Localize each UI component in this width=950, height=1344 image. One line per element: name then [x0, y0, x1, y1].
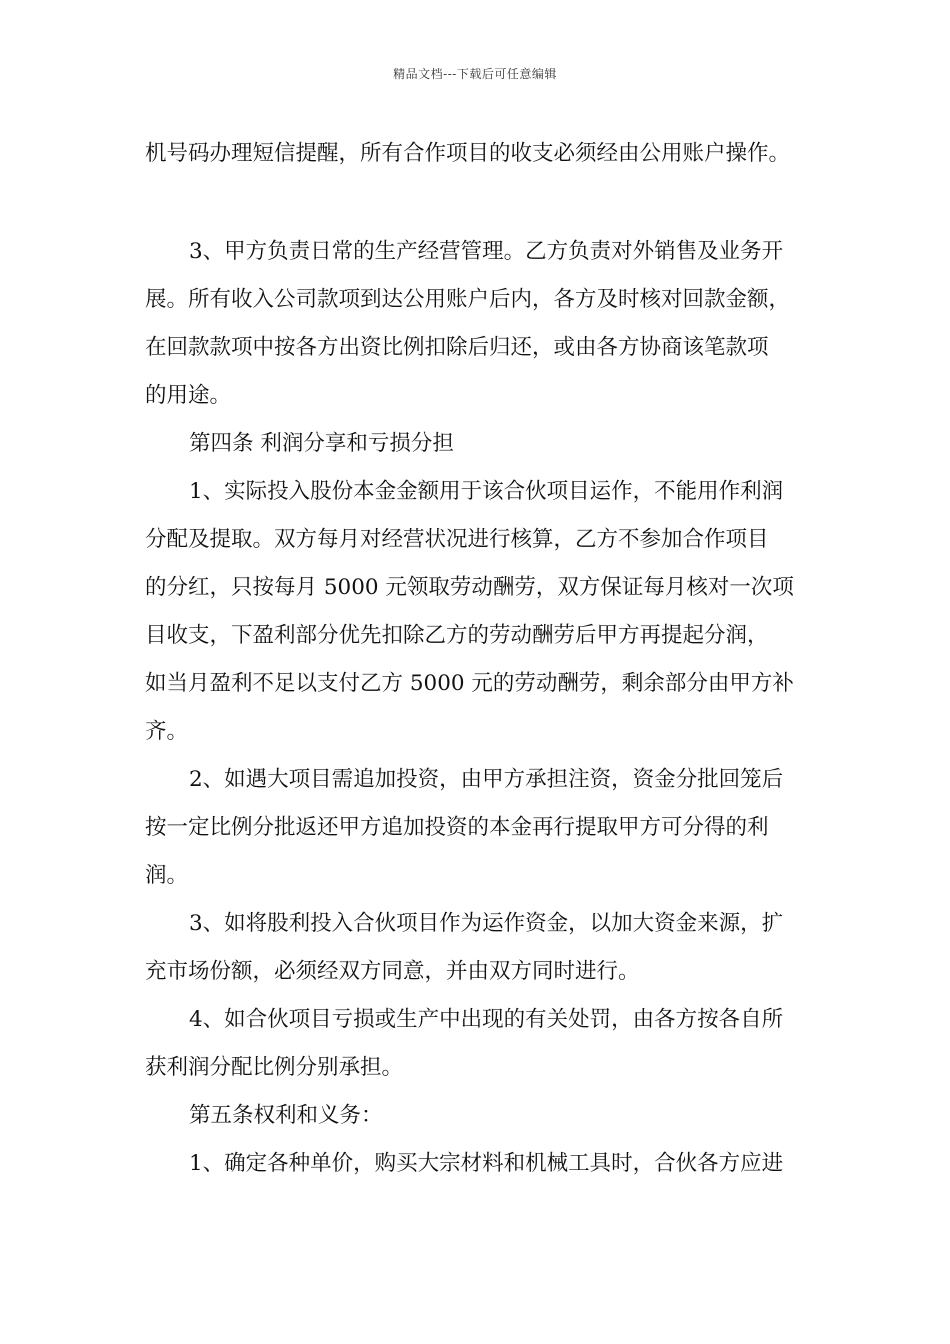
text-line: 第五条权利和义务：	[189, 1103, 383, 1128]
text-line: 第四条 利润分享和亏损分担	[189, 431, 454, 456]
text-line: 在回款款项中按各方出资比例扣除后归还，或由各方协商该笔款项	[145, 335, 769, 360]
text-line: 齐。	[145, 719, 189, 744]
text-line: 的分红，只按每月 5000 元领取劳动酬劳，双方保证每月核对一次项	[145, 575, 794, 600]
document-body	[145, 130, 817, 1188]
text-line: 1、确定各种单价，购买大宗材料和机械工具时，合伙各方应进	[189, 1151, 784, 1176]
text-line: 4、如合伙项目亏损或生产中出现的有关处罚，由各方按各自所	[189, 1007, 784, 1032]
text-line: 2、如遇大项目需追加投资，由甲方承担注资，资金分批回笼后	[189, 767, 784, 792]
text-line: 的用途。	[145, 383, 232, 408]
text-line: 按一定比例分批返还甲方追加投资的本金再行提取甲方可分得的利	[145, 815, 769, 840]
text-line: 3、如将股利投入合伙项目作为运作资金，以加大资金来源，扩	[189, 911, 784, 936]
text-line: 充市场份额，必须经双方同意，并由双方同时进行。	[145, 959, 640, 984]
text-line: 获利润分配比例分别承担。	[145, 1055, 404, 1080]
page-header: 精品文档---下载后可任意编辑	[393, 67, 557, 81]
text-line: 目收支，下盈利部分优先扣除乙方的劳动酬劳后甲方再提起分润，	[145, 623, 769, 648]
text-line: 1、实际投入股份本金金额用于该合伙项目运作，不能用作利润	[189, 479, 784, 504]
text-line: 分配及提取。双方每月对经营状况进行核算，乙方不参加合作项目	[145, 527, 769, 552]
text-line: 机号码办理短信提醒，所有合作项目的收支必须经由公用账户操作。	[145, 141, 791, 166]
text-line: 展。所有收入公司款项到达公用账户后内，各方及时核对回款金额，	[145, 287, 791, 312]
text-line: 3、甲方负责日常的生产经营管理。乙方负责对外销售及业务开	[189, 239, 784, 264]
text-line: 润。	[145, 863, 189, 888]
text-line: 如当月盈利不足以支付乙方 5000 元的劳动酬劳，剩余部分由甲方补	[145, 671, 794, 696]
